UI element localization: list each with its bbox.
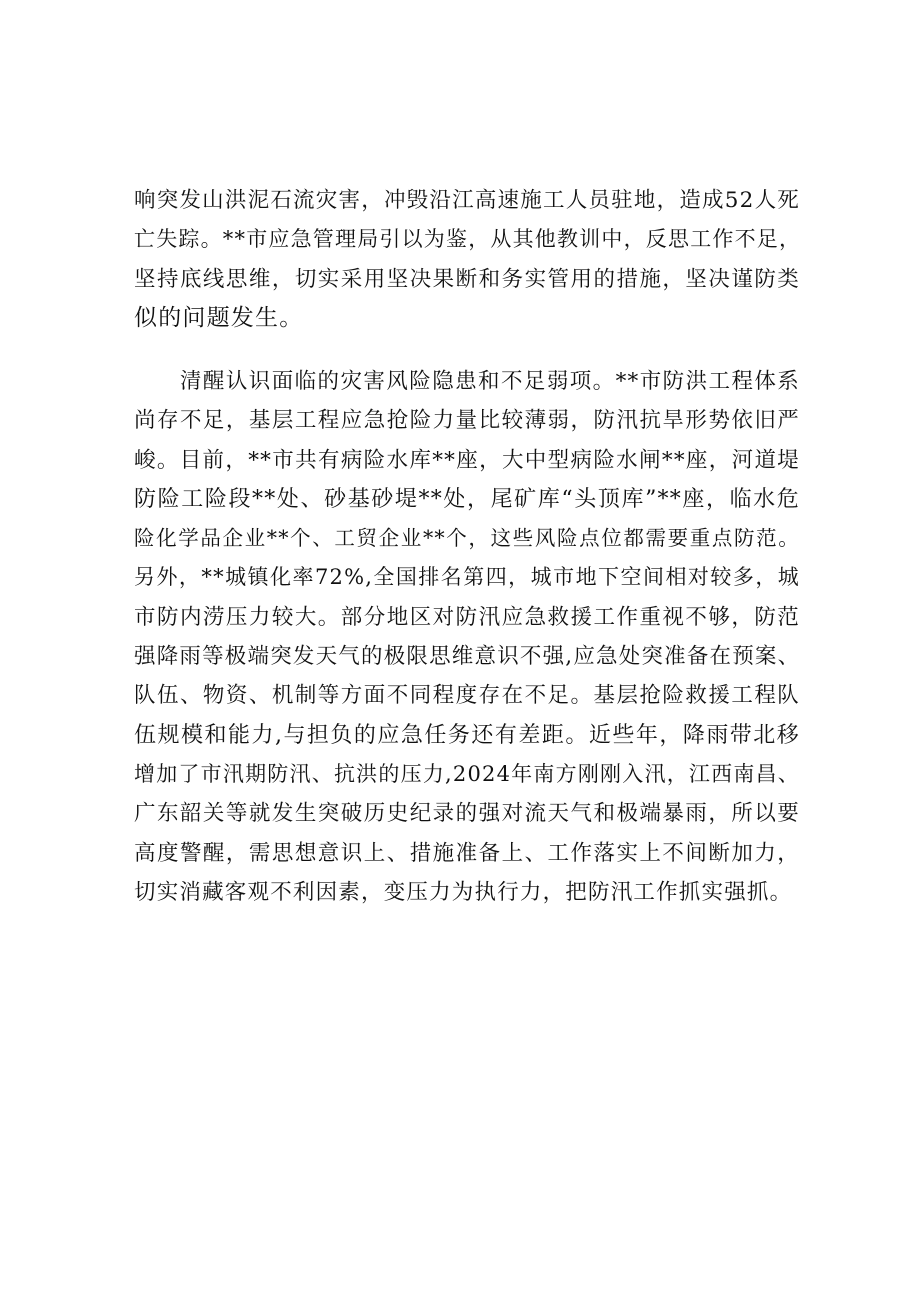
paragraph-line: 广东韶关等就发生突破历史纪录的强对流天气和极端暴雨，所以要 <box>134 801 800 827</box>
paragraph-line: 增加了市汛期防汛、抗洪的压力,2024年南方刚刚入汛，江西南昌、 <box>134 761 800 786</box>
paragraph-2 <box>134 362 800 912</box>
paragraph-line: 强降雨等极端突发天气的极限思维意识不强,应急处突准备在预案、 <box>134 644 801 670</box>
paragraph-line: 亡失踪。**市应急管理局引以为鉴，从其他教训中，反思工作不足， <box>134 227 802 252</box>
paragraph-line: 队伍、物资、机制等方面不同程度存在不足。基层抢险救援工程队 <box>134 683 800 709</box>
paragraph-line: 坚持底线思维，切实采用坚决果断和务实管用的措施，坚决谨防类 <box>134 266 800 292</box>
paragraph-line: 尚存不足，基层工程应急抢险力量比较薄弱，防汛抗旱形势依旧严 <box>134 408 800 434</box>
paragraph-line: 险化学品企业**个、工贸企业**个，这些风险点位都需要重点防范。 <box>134 526 800 551</box>
paragraph-1 <box>134 181 800 338</box>
paragraph-line: 高度警醒，需思想意识上、措施准备上、工作落实上不间断加力， <box>134 840 800 866</box>
paragraph-line: 切实消藏客观不利因素，变压力为执行力，把防汛工作抓实强抓。 <box>134 879 793 905</box>
paragraph-line: 市防内涝压力较大。部分地区对防汛应急救援工作重视不够，防范 <box>134 604 800 630</box>
paragraph-line: 似的问题发生。 <box>134 304 304 331</box>
paragraph-line: 清醒认识面临的灾害风险隐患和不足弱项。**市防洪工程体系 <box>180 369 800 394</box>
paragraph-line: 另外，**城镇化率72%,全国排名第四，城市地下空间相对较多，城 <box>134 565 800 590</box>
paragraph-line: 峻。目前，**市共有病险水库**座，大中型病险水闸**座，河道堤 <box>134 447 800 473</box>
paragraph-line: 响突发山洪泥石流灾害，冲毁沿江高速施工人员驻地，造成52人死 <box>134 188 800 213</box>
paragraph-line: 防险工险段**处、砂基砂堤**处，尾矿库“头顶库”**座，临水危 <box>134 486 800 512</box>
paragraph-line: 伍规模和能力,与担负的应急任务还有差距。近些年，降雨带北移 <box>134 722 800 748</box>
